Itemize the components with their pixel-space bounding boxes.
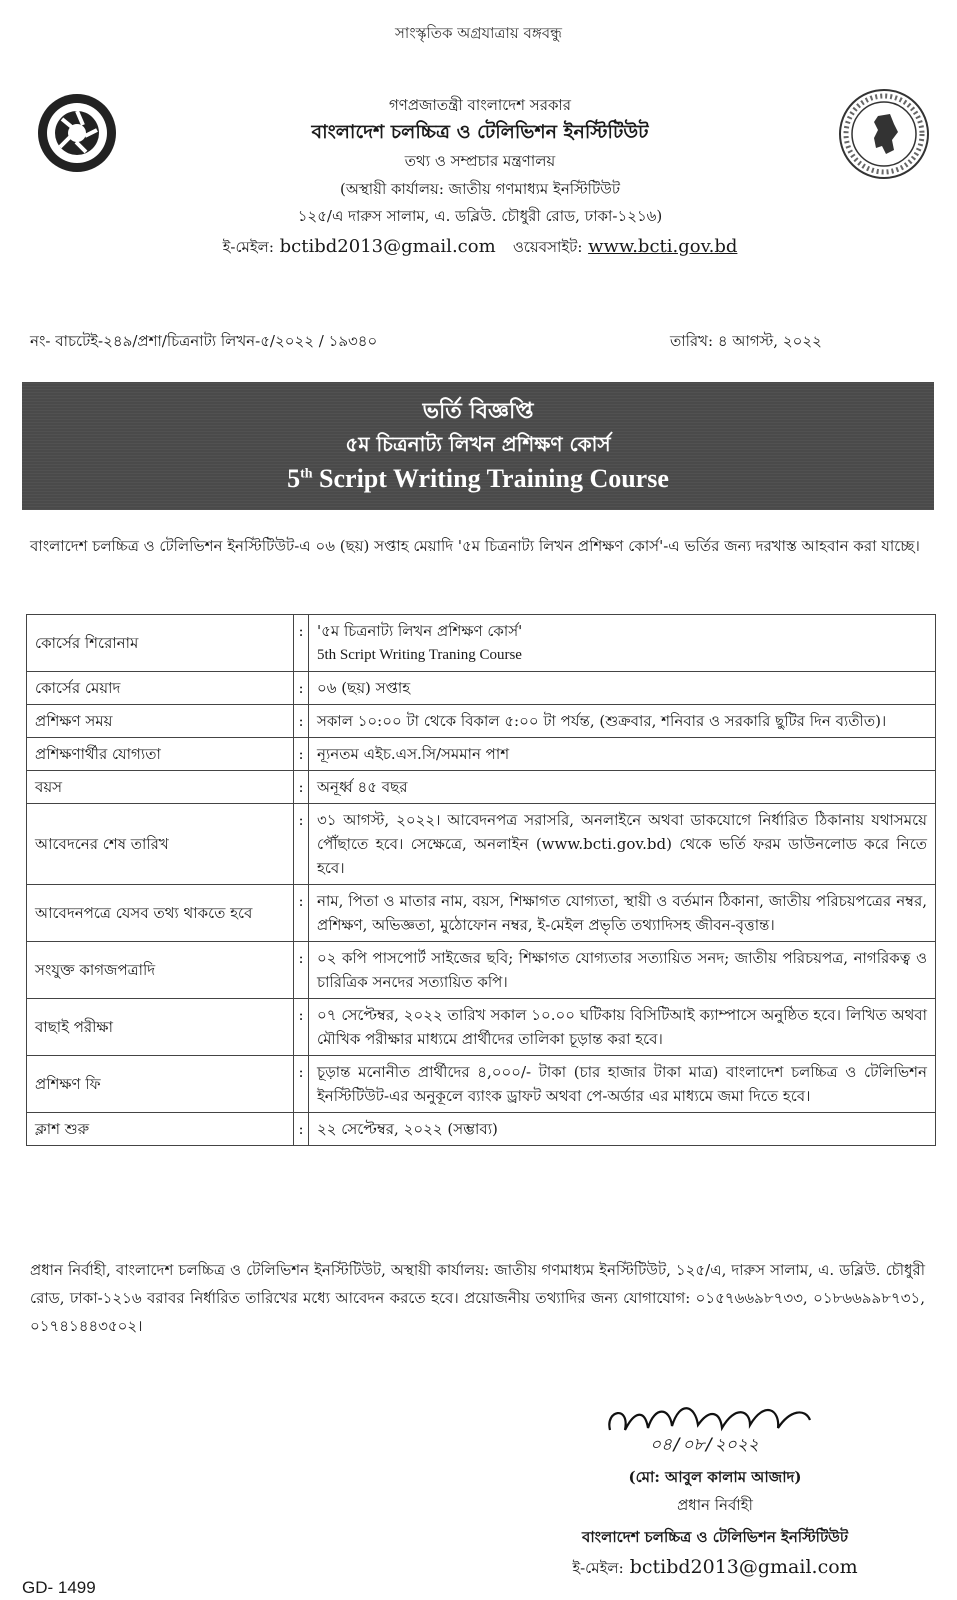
- row-value-text: অনূর্ধ্ব ৪৫ বছর: [317, 778, 408, 796]
- banner-course-english: [22, 464, 934, 494]
- banner-ordinal-suffix: th: [300, 466, 313, 482]
- memo-date: [670, 330, 822, 355]
- banner-course-bangla: ৫ম চিত্রনাট্য লিখন প্রশিক্ষণ কোর্স: [345, 432, 611, 456]
- row-value: [309, 738, 936, 771]
- table-row: [27, 942, 936, 999]
- table-row: [27, 1056, 936, 1113]
- bcti-logo: [36, 92, 118, 174]
- memo-number: নং- বাচটেই-২৪৯/প্রশা/চিত্রনাট্য লিখন-৫/২০২২ / ১৯৩৪০: [30, 332, 378, 350]
- institute-name: বাংলাদেশ চলচ্চিত্র ও টেলিভিশন ইনস্টিটিউট: [311, 121, 649, 143]
- government-seal: [838, 88, 930, 180]
- table-row: [27, 804, 936, 885]
- row-value: [309, 615, 936, 672]
- table-row: [27, 771, 936, 804]
- row-value-text: চূড়ান্ত মনোনীত প্রার্থীদের ৪,০০০/- টাকা (চার হাজার টাকা মাত্র) বাংলাদেশ চলচ্চিত্র ও টেলিভিশন ইনস্টিটিউট-এর অনুকূলে ব্যাংক ড্রাফট অথবা পে-অর্ডার এর মাধ্যমে জমা দিতে হবে।: [317, 1063, 927, 1105]
- table-row: [27, 999, 936, 1056]
- row-value-text: ন্যূনতম এইচ.এস.সি/সমমান পাশ: [317, 745, 510, 763]
- intro-paragraph: বাংলাদেশ চলচ্চিত্র ও টেলিভিশন ইনস্টিটিউট-এ ০৬ (ছয়) সপ্তাহ মেয়াদি '৫ম চিত্রনাট্য লিখন প্রশিক্ষণ কোর্স'-এ ভর্তির জন্য দরখাস্ত আহবান করা যাচ্ছে।: [30, 537, 920, 555]
- date-label: তারিখ:: [670, 332, 714, 350]
- website-link[interactable]: www.bcti.gov.bd: [588, 236, 738, 257]
- row-separator: :: [294, 738, 309, 771]
- office-line: (অস্থায়ী কার্যালয়: জাতীয় গণমাধ্যম ইনস্টিটিউট: [339, 180, 621, 198]
- table-row: [27, 615, 936, 672]
- row-value: [309, 999, 936, 1056]
- table-row: [27, 1113, 936, 1146]
- row-label: আবেদনপত্রে যেসব তথ্য থাকতে হবে: [27, 885, 294, 942]
- row-value: [309, 672, 936, 705]
- row-separator: :: [294, 1113, 309, 1146]
- row-value: [309, 1113, 936, 1146]
- row-separator: :: [294, 942, 309, 999]
- row-separator: :: [294, 999, 309, 1056]
- row-value: [309, 885, 936, 942]
- row-label: প্রশিক্ষণ ফি: [27, 1056, 294, 1113]
- row-value-text: ০৭ সেপ্টেম্বর, ২০২২ তারিখ সকাল ১০.০০ ঘটিকায় বিসিটিআই ক্যাম্পাসে অনুষ্ঠিত হবে। লিখিত অথবা মৌখিক পরীক্ষার মাধ্যমে প্রার্থীদের তালিকা চূড়ান্ত করা হবে।: [317, 1006, 927, 1048]
- row-separator: :: [294, 1056, 309, 1113]
- row-label: সংযুক্ত কাগজপত্রাদি: [27, 942, 294, 999]
- row-separator: :: [294, 705, 309, 738]
- course-info-table: [26, 614, 936, 1146]
- row-value-text: নাম, পিতা ও মাতার নাম, বয়স, শিক্ষাগত যোগ্যতা, স্থায়ী ও বর্তমান ঠিকানা, জাতীয় পরিচয়পত্রের নম্বর, প্রশিক্ষণ, অভিজ্ঞতা, মুঠোফোন নম্বর, ই-মেইল প্রভৃতি তথ্যাদিসহ জীবন-বৃত্তান্ত।: [317, 892, 927, 934]
- row-value-text-english: 5th Script Writing Traning Course: [317, 647, 522, 663]
- government-name: গণপ্রজাতন্ত্রী বাংলাদেশ সরকার: [388, 96, 572, 114]
- row-separator: :: [294, 804, 309, 885]
- signer-email-label: ই-মেইল:: [572, 1559, 624, 1577]
- row-separator: :: [294, 885, 309, 942]
- website-label: ওয়েবসাইট:: [512, 238, 583, 256]
- signer-email-value[interactable]: bctibd2013@gmail.com: [629, 1556, 858, 1578]
- row-value-text: ০২ কপি পাসপোর্ট সাইজের ছবি; শিক্ষাগত যোগ্যতার সত্যায়িত সনদ; জাতীয় পরিচয়পত্র, নাগরিকত্ব ও চারিত্রিক সনদের সত্যায়িত কপি।: [317, 949, 927, 991]
- email-label: ই-মেইল:: [222, 238, 274, 256]
- row-label: কোর্সের মেয়াদ: [27, 672, 294, 705]
- row-separator: :: [294, 615, 309, 672]
- table-row: [27, 885, 936, 942]
- row-value-text: ০৬ (ছয়) সপ্তাহ: [317, 679, 411, 697]
- row-label: প্রশিক্ষণার্থীর যোগ্যতা: [27, 738, 294, 771]
- signer-institute: বাংলাদেশ চলচ্চিত্র ও টেলিভিশন ইনস্টিটিউট: [581, 1528, 849, 1546]
- signature-date: ০৪/০৮/২০২২: [650, 1435, 759, 1455]
- signer-email: [500, 1556, 930, 1582]
- row-value: [309, 942, 936, 999]
- row-value-text: '৫ম চিত্রনাট্য লিখন প্রশিক্ষণ কোর্স': [317, 622, 523, 640]
- row-value-text: ৩১ আগস্ট, ২০২২। আবেদনপত্র সরাসরি, অনলাইনে অথবা ডাকযোগে নির্ধারিত ঠিকানায় যথাসময়ে পৌঁছাতে হবে। সেক্ষেত্রে, অনলাইন (www.bcti.gov.bd) থেকে ভর্তি ফরম ডাউনলোড করে নিতে হবে।: [317, 811, 927, 877]
- contact-line: [150, 236, 810, 261]
- banner-course-name: Script Writing Training Course: [312, 464, 669, 493]
- row-label: প্রশিক্ষণ সময়: [27, 705, 294, 738]
- table-row: [27, 705, 936, 738]
- row-value: [309, 1056, 936, 1113]
- header-email[interactable]: bctibd2013@gmail.com: [279, 236, 496, 257]
- row-value-text: ২২ সেপ্টেম্বর, ২০২২ (সম্ভাব্য): [317, 1120, 498, 1138]
- signer-name: (মো: আবুল কালাম আজাদ): [628, 1468, 802, 1486]
- row-value: [309, 705, 936, 738]
- address-line: ১২৫/এ দারুস সালাম, এ. ডব্লিউ. চৌধুরী রোড, ঢাকা-১২১৬): [297, 207, 663, 225]
- row-label: বয়স: [27, 771, 294, 804]
- slogan: সাংস্কৃতিক অগ্রযাত্রায় বঙ্গবন্ধু: [394, 24, 563, 42]
- banner-ordinal: 5: [287, 464, 301, 493]
- gd-number: GD- 1499: [22, 1578, 96, 1597]
- row-label: ক্লাশ শুরু: [27, 1113, 294, 1146]
- ministry-name: তথ্য ও সম্প্রচার মন্ত্রণালয়: [404, 152, 556, 170]
- row-value-text: সকাল ১০:০০ টা থেকে বিকাল ৫:০০ টা পর্যন্ত, (শুক্রবার, শনিবার ও সরকারি ছুটির দিন ব্যতীত)।: [317, 712, 887, 730]
- banner-title: ভর্তি বিজ্ঞপ্তি: [422, 398, 534, 424]
- admission-banner: [22, 382, 934, 510]
- row-label: কোর্সের শিরোনাম: [27, 615, 294, 672]
- row-label: বাছাই পরীক্ষা: [27, 999, 294, 1056]
- row-value: [309, 771, 936, 804]
- row-value: [309, 804, 936, 885]
- application-instructions: প্রধান নির্বাহী, বাংলাদেশ চলচ্চিত্র ও টেলিভিশন ইনস্টিটিউট, অস্থায়ী কার্যালয়: জাতীয় গণমাধ্যম ইনস্টিটিউট, ১২৫/এ, দারুস সালাম, এ. ডব্লিউ. চৌধুরী রোড, ঢাকা-১২১৬ বরাবর নির্ধারিত তারিখের মধ্যে আবেদন করতে হবে। প্রয়োজনীয় তথ্যাদির জন্য যোগাযোগ: ০১৫৭৬৬৯৮৭৩৩, ০১৮৬৬৯৯৮৭৩১, ০১৭৪১৪৪৩৫০২।: [30, 1261, 925, 1335]
- row-separator: :: [294, 771, 309, 804]
- row-separator: :: [294, 672, 309, 705]
- signer-designation: প্রধান নির্বাহী: [677, 1496, 753, 1514]
- table-row: [27, 672, 936, 705]
- row-label: আবেদনের শেষ তারিখ: [27, 804, 294, 885]
- table-row: [27, 738, 936, 771]
- date-value: ৪ আগস্ট, ২০২২: [717, 332, 822, 350]
